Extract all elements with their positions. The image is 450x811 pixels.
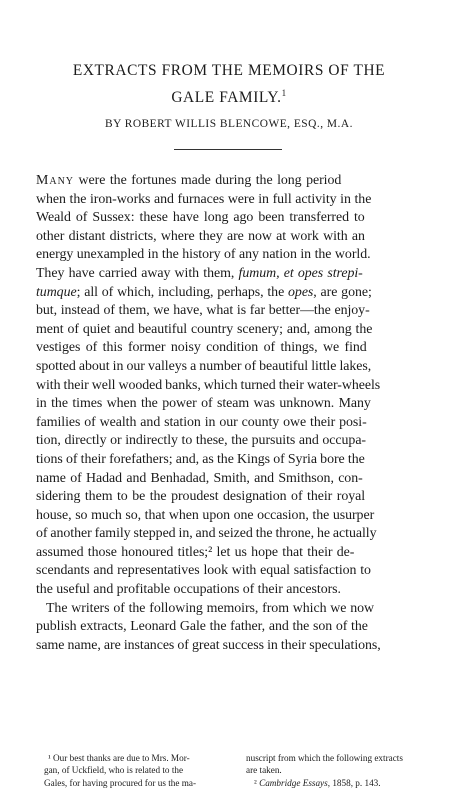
footnotes-right-column <box>246 752 436 789</box>
footnote-line: ¹ Our best thanks are due to Mrs. Mor- <box>48 753 190 763</box>
article-body <box>36 172 422 655</box>
body-line: publish extracts, Leonard Gale the father, and the son of the <box>36 619 368 635</box>
body-line: scendants and representatives look with equal satisfaction to <box>36 563 371 579</box>
title-footnote-mark: 1 <box>281 88 287 98</box>
body-line: tumque; all of which, including, perhaps, the opes, are gone; <box>36 284 372 300</box>
body-line: other distant districts, where they are now at work with an <box>36 228 365 244</box>
footnote-line: are taken. <box>246 765 282 776</box>
body-line: Weald of Sussex: these have long ago been transferred to <box>36 210 365 226</box>
lead-word: Many <box>36 173 75 188</box>
body-line: sidering them to be the proudest designation of their royal <box>36 489 366 505</box>
body-line: Many were the fortunes made during the long period <box>36 173 342 188</box>
body-line: with their well wooded banks, which turned their water-wheels <box>36 377 381 393</box>
body-line: the useful and profitable occupations of their ancestors. <box>36 582 341 598</box>
body-line: spotted about in our valleys a number of beautiful little lakes, <box>36 358 372 374</box>
footnote-line: ² Cambridge Essays, 1858, p. 143. <box>254 777 381 788</box>
author-byline: BY ROBERT WILLIS BLENCOWE, ESQ., M.A. <box>105 118 353 130</box>
body-line: ment of quiet and beautiful country scenery; and, among the <box>36 321 373 337</box>
body-line: They have carried away with them, fumum, et opes strepi- <box>36 265 363 281</box>
body-line: families of wealth and station in our county owe their posi- <box>36 414 367 430</box>
title-line-2-text: GALE FAMILY. <box>171 89 282 107</box>
body-line: house, so much so, that when upon one occasion, the usurper <box>36 507 375 523</box>
body-line: tions of their forefathers; and, as the Kings of Syria bore the <box>36 451 365 467</box>
body-line: tion, directly or indirectly to these, the pursuits and occupa- <box>36 433 367 449</box>
footnote-line: nuscript from which the following extracts <box>246 753 403 763</box>
title-divider <box>174 149 282 150</box>
body-line: in the times when the power of steam was unknown. Many <box>36 396 371 412</box>
footnote-line: gan, of Uckfield, who is related to the <box>44 765 184 776</box>
body-line: name of Hadad and Benhadad, Smith, and Smithson, con- <box>36 470 363 486</box>
body-line: vestiges of this former noisy condition of things, we find <box>36 340 367 356</box>
body-line: when the iron-works and furnaces were in full activity in the <box>36 191 372 207</box>
body-line: assumed those honoured titles;² let us hope that their de- <box>36 544 355 560</box>
body-line: The writers of the following memoirs, from which we now <box>46 600 374 616</box>
footnotes-left-column <box>44 752 234 789</box>
footnote-line: Gales, for having procured for us the ma- <box>44 777 197 788</box>
title-line-1: EXTRACTS FROM THE MEMOIRS OF THE <box>72 62 386 79</box>
body-line: energy unexampled in the history of any nation in the world. <box>36 247 371 263</box>
title-line-2 <box>22 82 436 109</box>
article-title <box>22 60 436 109</box>
body-line: same name, are instances of great success in their speculations, <box>36 637 381 653</box>
body-line: but, instead of them, we have, what is far better—the enjoy- <box>36 303 370 319</box>
body-line: of another family stepped in, and seized the throne, he actually <box>36 526 377 542</box>
